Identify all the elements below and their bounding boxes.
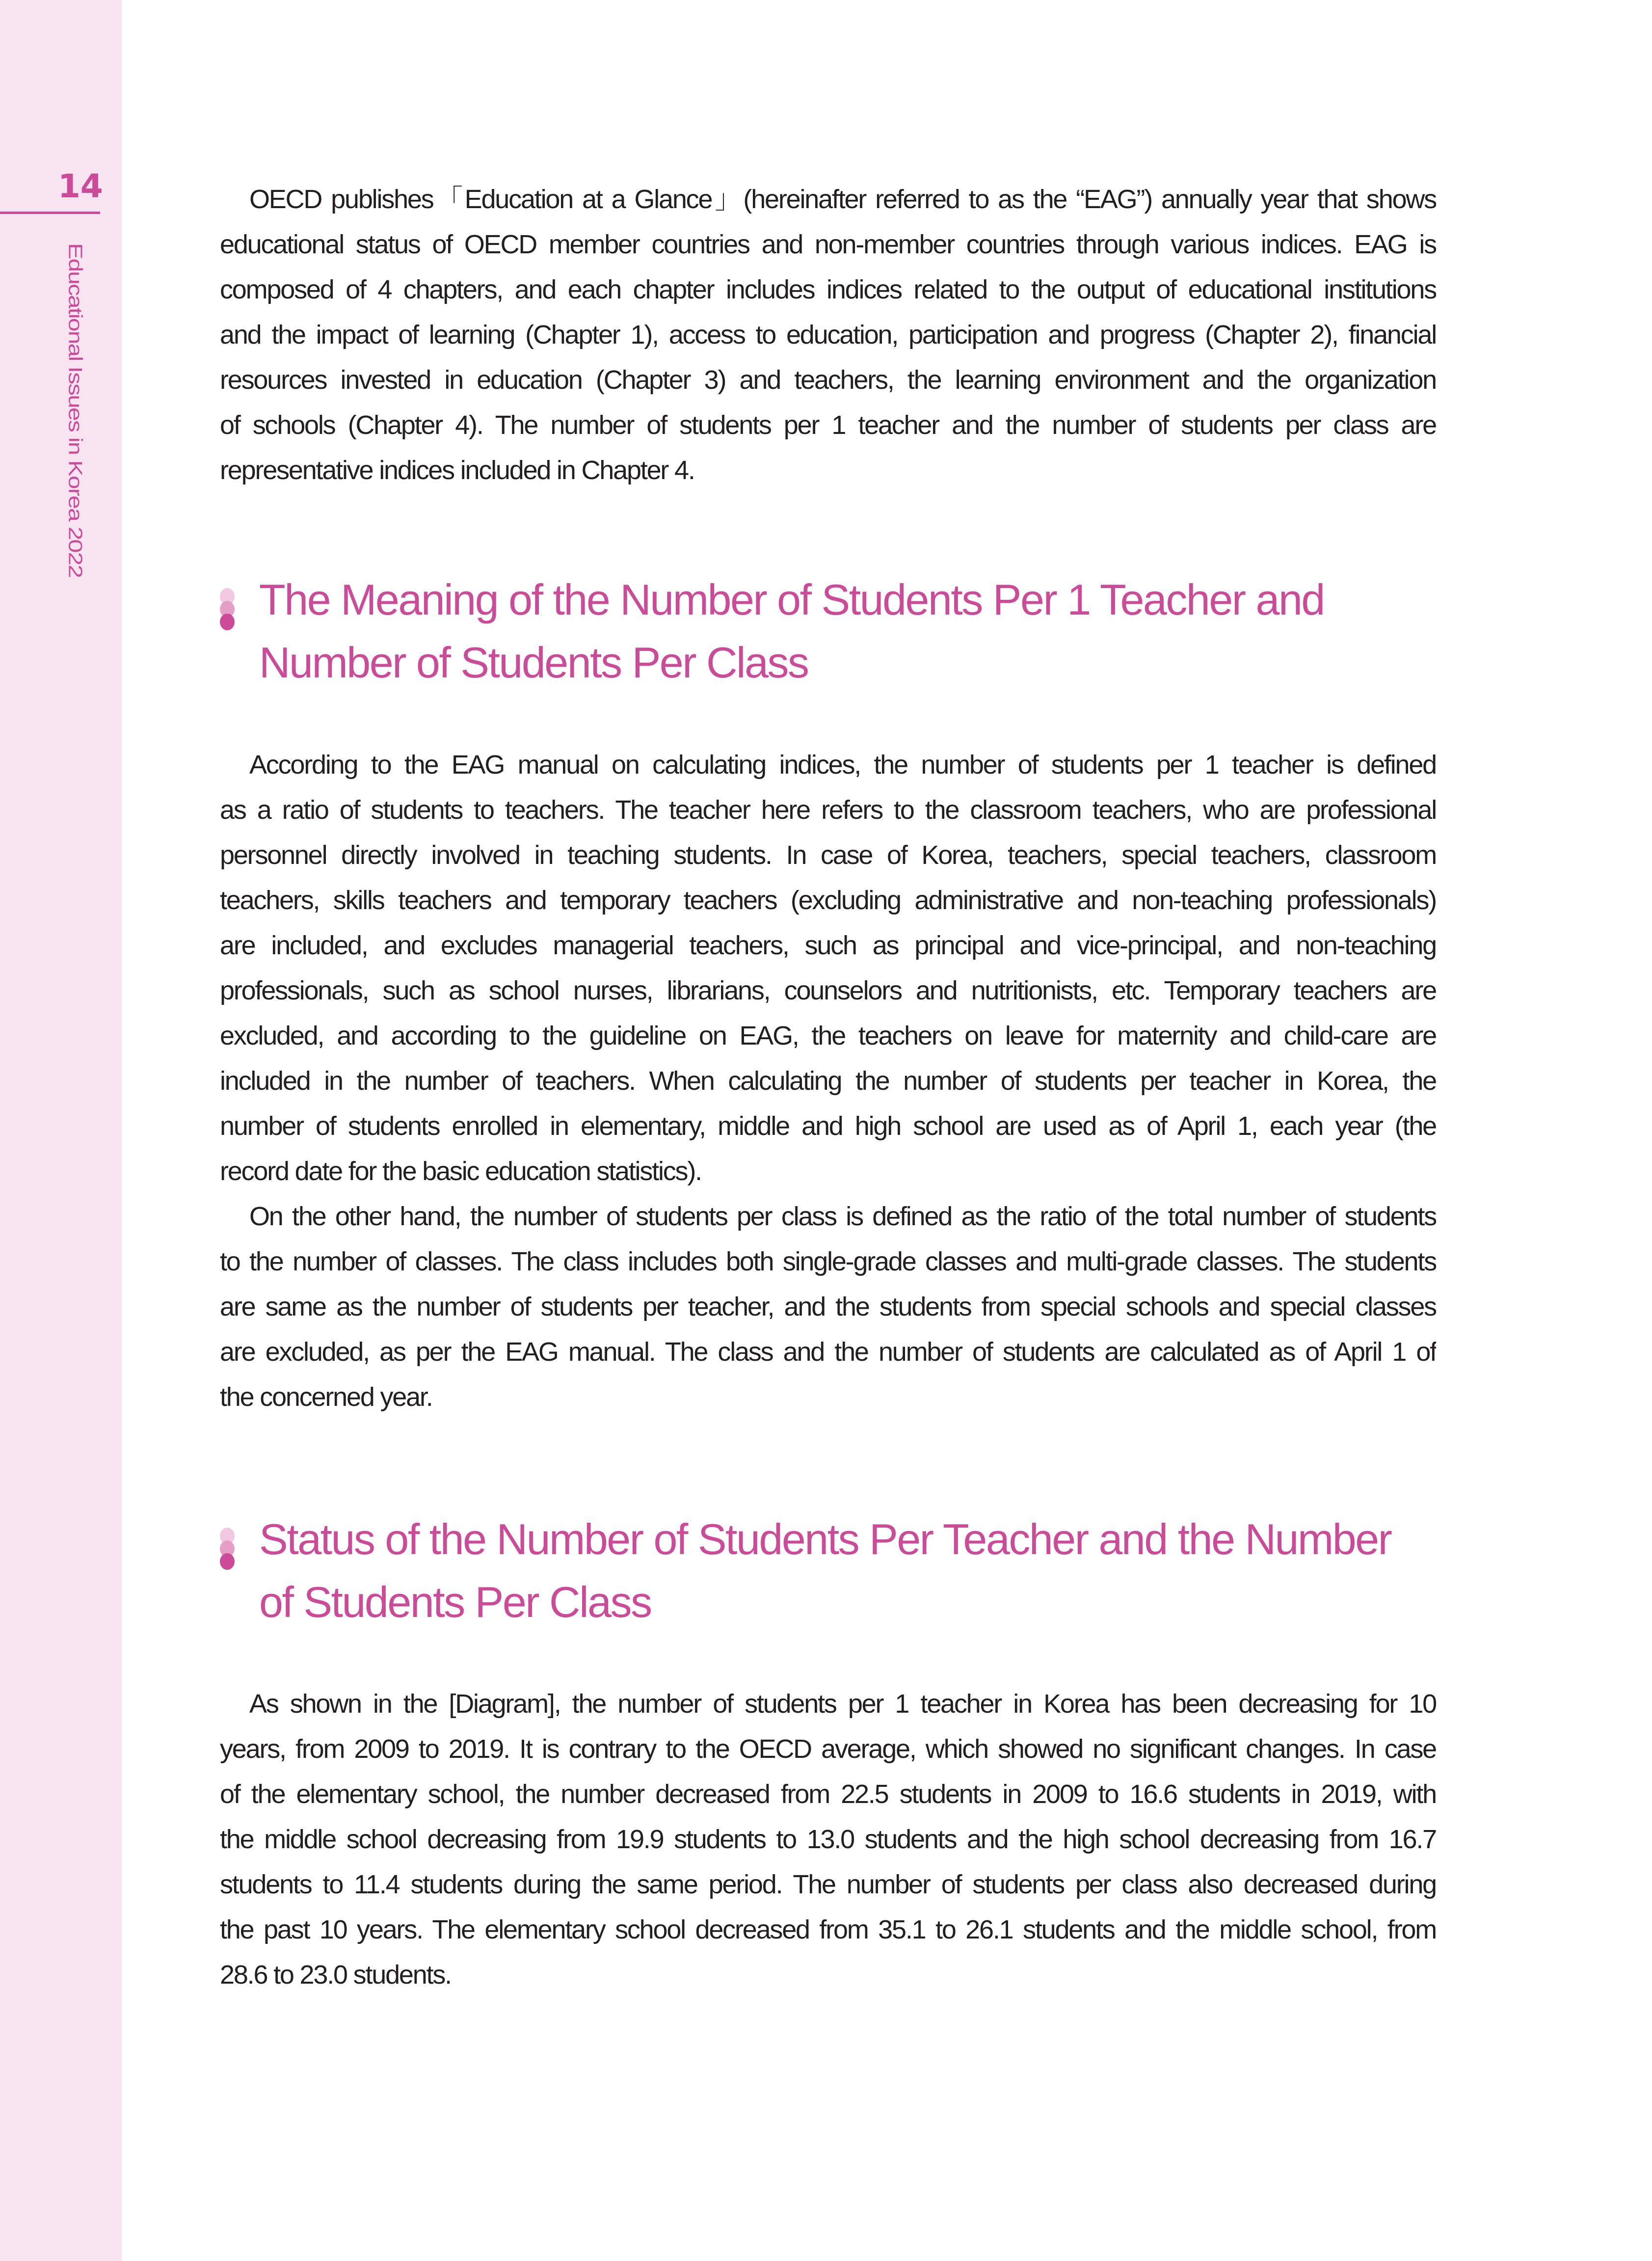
page-number-rule [0, 212, 100, 214]
text-line: personnel directly involved in teaching students. In case of Korea, teachers, special teachers, classroom [220, 840, 1436, 870]
text-line: 28.6 to 23.0 students. [220, 1960, 451, 1990]
text-line: According to the EAG manual on calculating indices, the number of students per 1 teacher is defined [249, 750, 1436, 780]
heading-line: of Students Per Class [259, 1578, 651, 1626]
text-line: excluded, and according to the guideline on EAG, the teachers on leave for maternity and child-care are [220, 1021, 1436, 1050]
text-line: As shown in the [Diagram], the number of students per 1 teacher in Korea has been decreasing for 10 [249, 1689, 1436, 1719]
section1-paragraph-1 [220, 742, 1436, 1194]
text-line: are excluded, as per the EAG manual. The class and the number of students are calculated as of April 1 of [220, 1337, 1436, 1367]
text-line: resources invested in education (Chapter 3) and teachers, the learning environment and the organization [220, 365, 1436, 395]
text-line: to the number of classes. The class includes both single-grade classes and multi-grade classes. The students [220, 1247, 1436, 1276]
text-line: representative indices included in Chapter 4. [220, 456, 694, 485]
section1-paragraph-2 [220, 1194, 1436, 1420]
text-line: students to 11.4 students during the same period. The number of students per class also decreased during [220, 1870, 1436, 1899]
text-line: and the impact of learning (Chapter 1), access to education, participation and progress (Chapter 2), financial [220, 320, 1436, 350]
text-line: record date for the basic education statistics). [220, 1157, 701, 1186]
running-title [63, 243, 88, 582]
triple-dot-bullet-icon [220, 588, 236, 629]
text-line: as a ratio of students to teachers. The teacher here refers to the classroom teachers, who are professional [220, 795, 1436, 825]
triple-dot-bullet-icon [220, 1528, 236, 1569]
heading-line: The Meaning of the Number of Students Per 1 Teacher and [259, 575, 1324, 624]
section-heading-meaning [220, 568, 1436, 694]
text-line: are included, and excludes managerial teachers, such as principal and vice-principal, and non-teaching [220, 931, 1436, 960]
page-number: 14 [58, 167, 103, 205]
text-line: On the other hand, the number of students per class is defined as the ratio of the total number of students [249, 1202, 1436, 1231]
text-line: composed of 4 chapters, and each chapter includes indices related to the output of educational institutions [220, 275, 1436, 304]
text-line: educational status of OECD member countries and non-member countries through various indices. EAG is [220, 230, 1436, 259]
running-title-text: Educational Issues in Korea 2022 [65, 243, 86, 577]
text-line: number of students enrolled in elementary, middle and high school are used as of April 1, each year (the [220, 1111, 1436, 1141]
text-line: are same as the number of students per teacher, and the students from special schools and special classes [220, 1292, 1436, 1321]
text-line: of schools (Chapter 4). The number of students per 1 teacher and the number of students per class are [220, 410, 1436, 440]
text-line: of the elementary school, the number decreased from 22.5 students in 2009 to 16.6 students in 2019, with [220, 1779, 1436, 1809]
sidebar [0, 0, 122, 2261]
heading-line: Number of Students Per Class [259, 638, 808, 687]
text-line: included in the number of teachers. When calculating the number of students per teacher in Korea, the [220, 1066, 1436, 1096]
text-line: the middle school decreasing from 19.9 students to 13.0 students and the high school decreasing from 16.7 [220, 1825, 1436, 1854]
text-line: the past 10 years. The elementary school decreased from 35.1 to 26.1 students and the middle school, from [220, 1915, 1436, 1944]
text-line: teachers, skills teachers and temporary teachers (excluding administrative and non-teaching professionals) [220, 886, 1436, 915]
text-line: professionals, such as school nurses, librarians, counselors and nutritionists, etc. Temporary teachers are [220, 976, 1436, 1005]
intro-paragraph [220, 177, 1436, 493]
heading-line: Status of the Number of Students Per Teacher and the Number [259, 1515, 1391, 1563]
text-line: years, from 2009 to 2019. It is contrary to the OECD average, which showed no significant changes. In case [220, 1734, 1436, 1764]
text-line: the concerned year. [220, 1382, 432, 1412]
section2-paragraph [220, 1681, 1436, 1997]
section-heading-status [220, 1508, 1436, 1634]
text-line: OECD publishes「Education at a Glance」(hereinafter referred to as the “EAG”) annually year that shows [249, 185, 1436, 214]
